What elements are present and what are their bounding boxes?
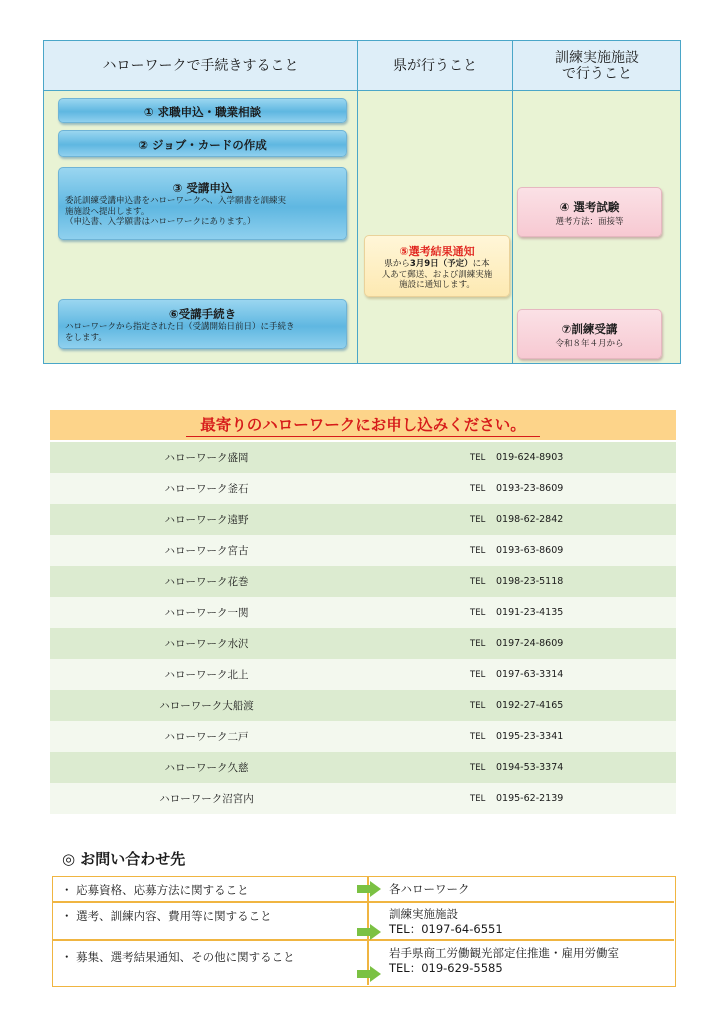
office-name: ハローワーク宮古 xyxy=(164,545,249,557)
contact-topic: ・ 選考、訓練内容、費用等に関すること xyxy=(61,909,272,923)
step-2-title: ② ジョブ・カードの作成 xyxy=(138,138,267,152)
office-phone xyxy=(363,576,676,587)
step-3-desc-line3: （申込書、入学願書はハローワークにあります。） xyxy=(65,217,256,227)
office-name: ハローワーク釜石 xyxy=(164,483,249,495)
office-name: ハローワーク花巻 xyxy=(164,576,249,588)
contact-row-divider xyxy=(53,901,674,903)
step-3-desc-line1: 委託訓練受講申込書をハローワークへ、入学願書を訓練実 xyxy=(65,196,287,206)
tel-label: TEL xyxy=(470,452,486,463)
step-7-desc: 令和８年４月から xyxy=(555,339,624,349)
contact-destination xyxy=(389,907,503,937)
contact-topic: ・ 応募資格、応募方法に関すること xyxy=(61,883,249,897)
step-2-box xyxy=(58,130,347,157)
phone-number: 0195-23-3341 xyxy=(496,731,564,742)
step-3-desc-line2: 施施設へ提出します。 xyxy=(65,206,150,217)
step-6-title: ⑥受講手続き xyxy=(168,307,237,321)
tel-label: TEL xyxy=(470,576,486,587)
office-name: ハローワーク久慈 xyxy=(164,762,249,774)
tel-label: TEL xyxy=(470,545,486,556)
hellowork-row xyxy=(50,628,676,659)
flow-header xyxy=(44,41,680,91)
step-1-box xyxy=(58,98,347,123)
contact-heading: ◎ お問い合わせ先 xyxy=(62,850,186,868)
office-phone xyxy=(363,731,676,742)
step-7-box xyxy=(517,309,662,359)
step-5-desc-line2: 人あて郵送、および訓練実施 xyxy=(381,269,493,280)
hellowork-row xyxy=(50,442,676,473)
hellowork-row xyxy=(50,721,676,752)
step-3-title: ③ 受講申込 xyxy=(172,181,233,195)
phone-number: 0193-63-8609 xyxy=(496,545,564,556)
tel-label: TEL xyxy=(470,731,486,742)
tel-label: TEL xyxy=(470,514,486,525)
hellowork-row xyxy=(50,752,676,783)
contact-topic: ・ 募集、選考結果通知、その他に関すること xyxy=(61,950,295,964)
step-6-box xyxy=(58,299,347,349)
hellowork-row xyxy=(50,597,676,628)
tel-label: TEL xyxy=(470,607,486,618)
hellowork-row xyxy=(50,535,676,566)
phone-number: 019-624-8903 xyxy=(496,452,564,463)
office-name: ハローワーク一関 xyxy=(164,607,249,619)
office-name: ハローワーク水沢 xyxy=(164,638,249,650)
step-6-desc-line2: をします。 xyxy=(65,332,107,343)
step-4-title: ④ 選考試験 xyxy=(559,200,620,214)
phone-number: 0192-27-4165 xyxy=(496,700,564,711)
header-hellowork: ハローワークで手続きすること xyxy=(102,58,299,74)
procedure-flow-table xyxy=(43,40,681,364)
step-5-title: ⑤選考結果通知 xyxy=(399,245,475,258)
hellowork-list xyxy=(50,442,676,814)
hellowork-title-bar xyxy=(50,410,676,440)
hellowork-row xyxy=(50,690,676,721)
office-phone xyxy=(363,669,676,680)
arrow-right-icon xyxy=(356,924,382,940)
phone-number: 0198-62-2842 xyxy=(496,514,564,525)
office-phone xyxy=(363,514,676,525)
hellowork-row xyxy=(50,659,676,690)
header-facility-line2: で行うこと xyxy=(562,66,632,82)
step-4-box xyxy=(517,187,662,237)
office-name: ハローワーク盛岡 xyxy=(164,452,249,464)
phone-number: 0191-23-4135 xyxy=(496,607,564,618)
arrow-right-icon xyxy=(356,966,382,982)
office-name: ハローワーク北上 xyxy=(164,669,249,681)
destination-name: 訓練実施施設 xyxy=(389,907,458,921)
column-divider xyxy=(512,41,513,363)
phone-number: 0197-24-8609 xyxy=(496,638,564,649)
contact-destination xyxy=(389,882,470,897)
hellowork-row xyxy=(50,473,676,504)
phone-number: 0193-23-8609 xyxy=(496,483,564,494)
header-facility-line1: 訓練実施施設 xyxy=(555,50,639,66)
contact-destination xyxy=(389,946,619,976)
office-phone xyxy=(363,483,676,494)
office-phone xyxy=(363,607,676,618)
tel-label: TEL xyxy=(470,638,486,649)
office-phone xyxy=(363,545,676,556)
tel-label: TEL xyxy=(470,762,486,773)
destination-phone: TEL：0197-64-6551 xyxy=(389,922,503,936)
contact-table xyxy=(52,876,676,987)
step-7-title: ⑦訓練受講 xyxy=(561,322,618,336)
destination-name: 岩手県商工労働観光部定住推進・雇用労働室 xyxy=(389,946,619,960)
step-1-title: ① 求職申込・職業相談 xyxy=(143,105,262,119)
hellowork-row xyxy=(50,566,676,597)
step-5-date: 3月9日（予定） xyxy=(409,259,473,269)
office-name: ハローワーク二戸 xyxy=(164,731,249,743)
arrow-right-icon xyxy=(356,881,382,897)
hellowork-row xyxy=(50,783,676,814)
office-phone xyxy=(363,638,676,649)
office-phone xyxy=(363,700,676,711)
office-phone xyxy=(363,762,676,773)
step-4-desc: 選考方法：面接等 xyxy=(555,217,624,227)
destination-phone: TEL：019-629-5585 xyxy=(389,961,503,975)
phone-number: 0198-23-5118 xyxy=(496,576,564,587)
office-phone xyxy=(363,793,676,804)
office-phone xyxy=(363,452,676,463)
hellowork-row xyxy=(50,504,676,535)
step-6-desc-line1: ハローワークから指定された日（受講開始日前日）に手続き xyxy=(65,322,295,332)
step-3-box xyxy=(58,167,347,240)
step-5-desc-line1: 県から3月9日（予定）に本 xyxy=(384,259,490,269)
hellowork-title: 最寄りのハローワークにお申し込みください。 xyxy=(186,413,540,437)
tel-label: TEL xyxy=(470,793,486,804)
column-divider xyxy=(357,41,358,363)
office-name: ハローワーク遠野 xyxy=(164,514,249,526)
header-training-facility xyxy=(513,41,681,91)
phone-number: 0194-53-3374 xyxy=(496,762,564,773)
phone-number: 0195-62-2139 xyxy=(496,793,564,804)
office-name: ハローワーク沼宮内 xyxy=(159,793,254,805)
header-prefecture: 県が行うこと xyxy=(393,58,477,74)
tel-label: TEL xyxy=(470,700,486,711)
tel-label: TEL xyxy=(470,483,486,494)
destination-name: 各ハローワーク xyxy=(389,882,470,896)
office-name: ハローワーク大船渡 xyxy=(159,700,254,712)
step-5-box xyxy=(364,235,510,297)
phone-number: 0197-63-3314 xyxy=(496,669,564,680)
tel-label: TEL xyxy=(470,669,486,680)
step-5-desc-line3: 施設に通知します。 xyxy=(399,280,475,290)
